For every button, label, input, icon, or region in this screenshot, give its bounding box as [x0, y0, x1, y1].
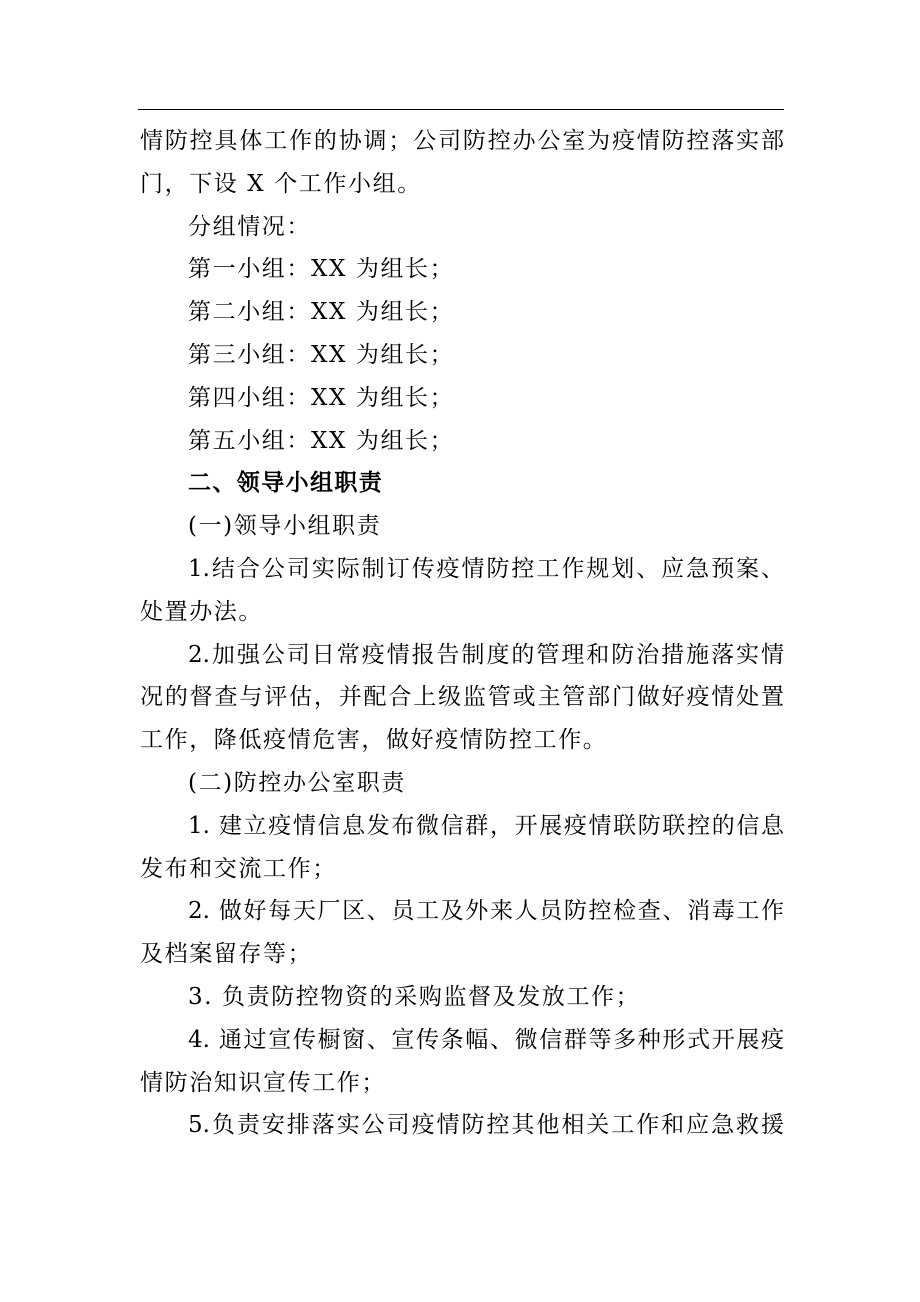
- paragraph-line: 发布和交流工作；: [140, 855, 337, 882]
- paragraph-line: 第五小组：XX 为组长；: [188, 427, 455, 454]
- paragraph-line: 情防控具体工作的协调；公司防控办公室为疫情防控落实部: [140, 128, 784, 154]
- paragraph-line: 3. 负责防控物资的采购监督及发放工作；: [188, 983, 641, 1010]
- paragraph-line: 4. 通过宣传橱窗、宣传条幅、微信群等多种形式开展疫: [188, 1026, 784, 1053]
- paragraph-line: 5.负责安排落实公司疫情防控其他相关工作和应急救援: [188, 1112, 784, 1139]
- paragraph-line: 工作，降低疫情危害，做好疫情防控工作。: [140, 727, 608, 754]
- subsection-heading: (二)防控办公室职责: [188, 769, 406, 796]
- paragraph-line: 2. 做好每天厂区、员工及外来人员防控检查、消毒工作: [188, 898, 784, 925]
- paragraph-line: 1. 建立疫情信息发布微信群，开展疫情联防联控的信息: [188, 812, 784, 839]
- paragraph-line: 情防治知识宣传工作；: [140, 1069, 386, 1096]
- paragraph-line: 1.结合公司实际制订传疫情防控工作规划、应急预案、: [188, 555, 784, 582]
- section-heading: 二、领导小组职责: [188, 470, 384, 497]
- paragraph-line: 第三小组：XX 为组长；: [188, 341, 455, 368]
- document-body: [140, 120, 784, 1147]
- header-rule: [138, 109, 784, 110]
- subsection-heading: (一)领导小组职责: [188, 513, 382, 540]
- paragraph-line: 第二小组：XX 为组长；: [188, 299, 455, 326]
- paragraph-line: 处置办法。: [140, 598, 263, 625]
- paragraph-line: 分组情况：: [188, 213, 311, 240]
- paragraph-line: 第一小组：XX 为组长；: [188, 256, 455, 283]
- paragraph-line: 及档案留存等；: [140, 941, 313, 968]
- paragraph-line: 况的督查与评估，并配合上级监管或主管部门做好疫情处置: [140, 684, 784, 711]
- paragraph-line: 2.加强公司日常疫情报告制度的管理和防治措施落实情: [188, 641, 784, 668]
- paragraph-line: 门，下设 X 个工作小组。: [140, 170, 422, 197]
- paragraph-line: 第四小组：XX 为组长；: [188, 384, 455, 411]
